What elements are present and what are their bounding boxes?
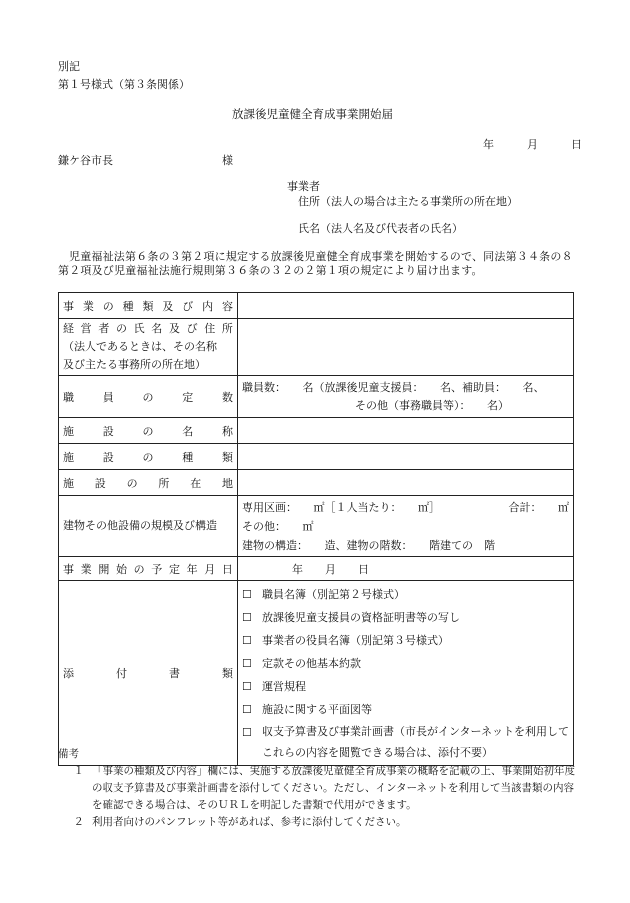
note-item xyxy=(58,763,578,814)
label-char: 所 xyxy=(221,322,233,335)
start-date-label xyxy=(63,561,233,577)
label-char: び xyxy=(182,299,194,313)
staff-field[interactable] xyxy=(238,376,574,418)
application-table xyxy=(58,292,574,766)
attachment-item xyxy=(242,606,569,629)
label-char: 日 xyxy=(221,562,233,576)
facility-name-field[interactable] xyxy=(238,418,574,444)
label-char: 員 xyxy=(102,390,114,404)
operator-label-line3: 及び主たる事務所の所在地） xyxy=(63,358,206,371)
label-char: 事 xyxy=(63,562,74,576)
label-char: の xyxy=(142,390,154,404)
form-number: 第１号様式（第３条関係） xyxy=(58,78,190,91)
label-char: 付 xyxy=(116,667,127,680)
attachment-label: 運営規程 xyxy=(262,680,306,693)
label-char: 種 xyxy=(122,299,134,313)
date-day: 日 xyxy=(571,138,582,151)
label-char: 年 xyxy=(186,562,198,576)
business-type-label xyxy=(63,298,233,314)
label-char: 予 xyxy=(151,562,163,576)
attachment-item xyxy=(242,698,569,721)
building-structure: 建物の構造： 造、建物の階数： 階建ての 階 xyxy=(242,538,495,552)
label-char: 施 xyxy=(63,450,74,464)
attachment-label: 放課後児童支援員の資格証明書等の写し xyxy=(262,611,460,624)
label-char: の xyxy=(115,322,127,335)
label-char: 月 xyxy=(204,562,216,576)
note-text: 利用者向けのパンフレット等があれば、参考に添付してください。 xyxy=(92,816,407,828)
attachment-label: 職員名簿（別記第２号様式） xyxy=(262,588,405,601)
checkbox-icon[interactable]: ☐ xyxy=(242,680,252,693)
attachment-item xyxy=(242,583,569,606)
applicant-name-label: 氏名（法人名及び代表者の氏名） xyxy=(298,222,463,235)
label-char: 類 xyxy=(142,299,154,313)
label-char: 名 xyxy=(151,322,163,335)
label-char: 容 xyxy=(222,299,233,313)
label-char: の xyxy=(133,562,145,576)
attachment-item xyxy=(242,675,569,698)
row-attachments xyxy=(59,581,574,766)
facility-location-field[interactable] xyxy=(238,470,574,496)
label-char: 住 xyxy=(204,322,216,335)
label-char: 設 xyxy=(102,450,114,464)
label-char: 者 xyxy=(98,322,110,335)
start-date-field[interactable] xyxy=(238,557,574,581)
attachment-label: 施設に関する平面図等 xyxy=(262,703,372,716)
label-char: 氏 xyxy=(133,322,145,335)
building-area: 専用区画： ㎡［１人当たり： ㎡］ xyxy=(242,500,440,514)
label-char: の xyxy=(102,299,114,313)
attachment-label: 事業者の役員名簿（別記第３号様式） xyxy=(262,634,449,647)
note-item xyxy=(58,814,578,831)
label-char: 所 xyxy=(158,476,170,490)
label-char: 地 xyxy=(221,476,233,490)
date-month: 月 xyxy=(527,138,538,151)
staff-line2: その他（事務職員等）： 名） xyxy=(355,398,509,412)
label-char: の xyxy=(126,476,138,490)
staff-line1: 職員数： 名（放課後児童支援員： 名、補助員： 名、 xyxy=(242,380,545,394)
addressee-honorific: 様 xyxy=(222,154,233,167)
label-char: 業 xyxy=(80,562,92,576)
label-char: 施 xyxy=(63,424,74,438)
checkbox-icon[interactable]: ☐ xyxy=(242,726,252,739)
notes xyxy=(58,746,578,831)
document-title: 放課後児童健全育成事業開始届 xyxy=(232,107,393,121)
row-facility-location xyxy=(59,470,574,496)
addressee: 鎌ケ谷市長 xyxy=(58,154,113,167)
date-year: 年 xyxy=(483,138,494,151)
row-staff xyxy=(59,376,574,418)
applicant-label: 事業者 xyxy=(287,180,320,193)
checkbox-icon[interactable]: ☐ xyxy=(242,657,252,670)
label-char: 経 xyxy=(63,322,74,335)
checkbox-icon[interactable]: ☐ xyxy=(242,634,252,647)
building-other: その他： ㎡ xyxy=(242,519,314,533)
facility-type-label xyxy=(63,449,233,465)
label-char: 業 xyxy=(82,299,94,313)
attachment-label: 収支予算書及び事業計画書（市長がインターネットを利用してこれらの内容を閲覧できる場合は、添付不要） xyxy=(262,725,570,759)
label-char: 数 xyxy=(222,390,233,404)
label-char: 添 xyxy=(63,667,74,680)
business-type-field[interactable] xyxy=(238,293,574,319)
row-business-type xyxy=(59,293,574,319)
label-char: 始 xyxy=(115,562,127,576)
label-char: 類 xyxy=(222,450,233,464)
label-char: 類 xyxy=(222,667,233,680)
note-text: 「事業の種類及び内容」欄には、実施する放課後児童健全育成事業の概略を記載の上、事業開始初年度の収支予算書及び事業計画書を添付してください。ただし、インターネットを利用して当該書類の内容を確認できる場合は、そのＵＲＬを明記した書類で代用ができます。 xyxy=(92,765,575,811)
label-char: 内 xyxy=(202,299,214,313)
label-char: 職 xyxy=(63,390,74,404)
label-char: の xyxy=(142,450,154,464)
notes-list xyxy=(58,763,578,831)
building-total: 合計： ㎡ xyxy=(508,500,569,514)
label-char: 定 xyxy=(182,390,194,404)
label-char: 施 xyxy=(63,476,74,490)
row-operator xyxy=(59,319,574,376)
attachments-field xyxy=(238,581,574,766)
facility-type-field[interactable] xyxy=(238,444,574,470)
notes-title: 備考 xyxy=(58,748,79,760)
staff-label xyxy=(63,389,233,405)
building-label: 建物その他設備の規模及び構造 xyxy=(63,519,217,532)
label-char: 設 xyxy=(102,424,114,438)
row-start-date xyxy=(59,557,574,581)
applicant-address-label: 住所（法人の場合は主たる事業所の所在地） xyxy=(298,195,518,208)
label-char: 営 xyxy=(80,322,92,335)
label-char: 在 xyxy=(190,476,202,490)
label-char: び xyxy=(186,322,198,335)
checkbox-icon[interactable]: ☐ xyxy=(242,611,252,624)
operator-label-line1 xyxy=(63,320,233,338)
operator-label-line2: （法人であるときは、その名称 xyxy=(63,340,217,353)
row-building xyxy=(59,496,574,557)
besshi-label: 別記 xyxy=(58,60,80,73)
checkbox-icon[interactable]: ☐ xyxy=(242,703,252,716)
label-char: 書 xyxy=(169,667,180,680)
label-char: 及 xyxy=(168,322,180,335)
label-char: 種 xyxy=(182,450,194,464)
start-date-value: 年 月 日 xyxy=(292,562,369,576)
label-char: 設 xyxy=(94,476,106,490)
facility-location-label xyxy=(63,475,233,491)
attachment-label: 定款その他基本約款 xyxy=(262,657,361,670)
date-line xyxy=(483,136,582,152)
label-char: の xyxy=(142,424,154,438)
label-char: 事 xyxy=(63,299,74,313)
label-char: 開 xyxy=(98,562,110,576)
checkbox-icon[interactable]: ☐ xyxy=(242,588,252,601)
note-number: ２ xyxy=(73,816,84,828)
intro-paragraph: 児童福祉法第６条の３第２項に規定する放課後児童健全育成事業を開始するので、同法第３４条の８第２項及び児童福祉法施行規則第３６条の３２の２第１項の規定により届け出ます。 xyxy=(58,250,573,277)
row-facility-type xyxy=(59,444,574,470)
operator-field[interactable] xyxy=(238,319,574,376)
label-char: 名 xyxy=(182,424,194,438)
label-char: 及 xyxy=(162,299,174,313)
row-facility-name xyxy=(59,418,574,444)
label-char: 定 xyxy=(168,562,180,576)
label-char: 称 xyxy=(222,424,233,438)
attachments-label xyxy=(63,665,233,681)
building-field[interactable] xyxy=(238,496,574,557)
note-number: １ xyxy=(73,765,84,777)
facility-name-label xyxy=(63,423,233,439)
attachment-item xyxy=(242,629,569,652)
attachment-item xyxy=(242,652,569,675)
